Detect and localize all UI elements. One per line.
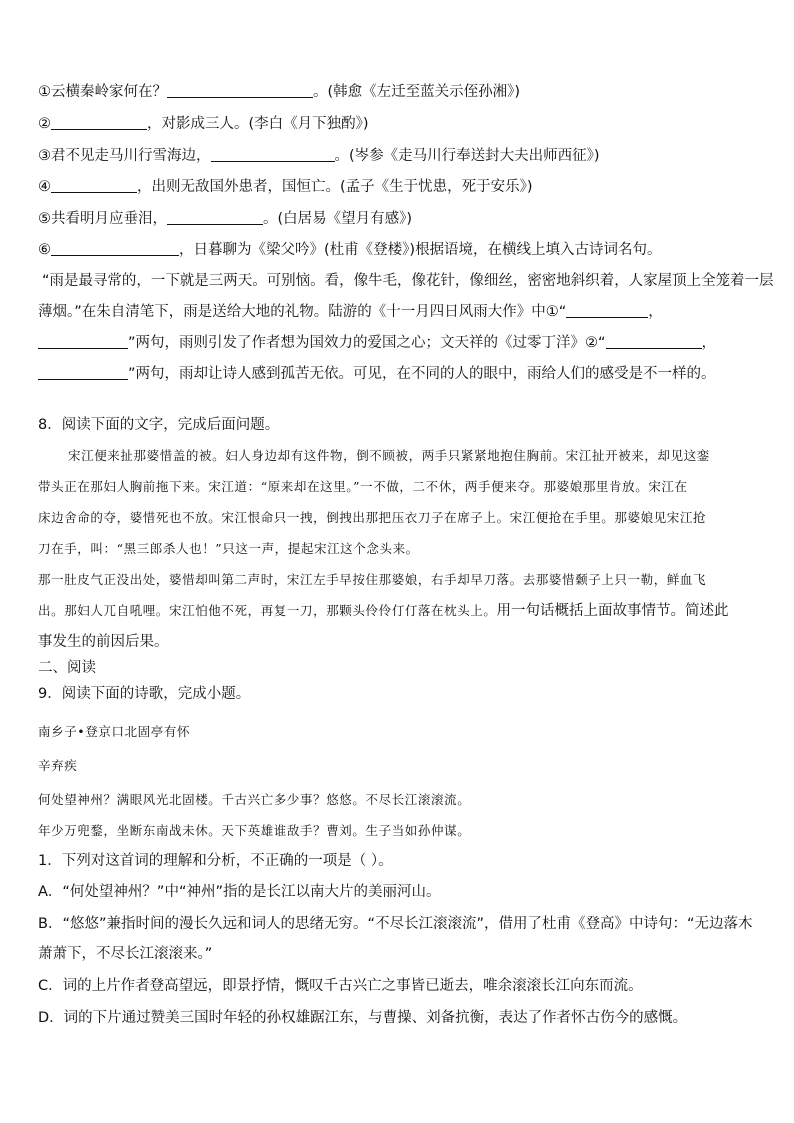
q7-item-1	[38, 82, 764, 102]
option-a[interactable]: A．“何处望神州？”中“神州”指的是长江以南大片的美丽河山。	[38, 884, 441, 900]
q7-item-6-suffix: ，日暮聊为《梁父吟》(杜甫《登楼》)根据语境，在横线上填入古诗词名句。	[179, 242, 662, 258]
passage-text: 出。那妇人兀自吼哩。宋江怕他不死，再复一刀，那颗头伶伶仃仃落在枕头上。	[38, 603, 497, 618]
option-c[interactable]: C．词的上片作者登高望远，即景抒情，慨叹千古兴亡之事皆已逝去，唯余滚滚长江向东而流。	[38, 978, 643, 994]
q7-item-3-prefix: ③君不见走马川行雪海边，	[38, 148, 211, 164]
q7-item-1-prefix: ①云横秦岭家何在？	[38, 84, 167, 100]
q7-item-4	[38, 177, 764, 197]
q7-item-2-suffix: ，对影成三人。(李白《月下独酌》)	[147, 116, 369, 132]
answer-blank[interactable]	[167, 83, 313, 98]
poem-title: 南乡子•登京口北固亭有怀	[38, 724, 191, 739]
answer-blank[interactable]	[211, 147, 335, 162]
option-b-continued: 萧萧下，不尽长江滚滚来。”	[38, 946, 213, 962]
q8-passage-line: 床边舍命的夺，婆惜死也不放。宋江恨命只一拽，倒拽出那把压衣刀子在席子上。宋江便抢在手里。那婆娘见宋江抢	[38, 510, 707, 525]
q9-sub1-stem: 1．下列对这首词的理解和分析，不正确的一项是（ ）。	[38, 853, 393, 869]
answer-blank[interactable]	[38, 365, 128, 380]
answer-blank[interactable]	[566, 303, 648, 318]
paragraph-text: 薄烟。”在朱自清笔下，雨是送给大地的礼物。陆游的《十一月四日风雨大作》中①“	[38, 304, 567, 320]
q8-passage-line: 刀在手，叫：“黑三郎杀人也！”只这一声，提起宋江这个念头来。	[38, 541, 419, 556]
option-d[interactable]: D．词的下片通过赞美三国时年轻的孙权雄踞江东，与曹操、刘备抗衡，表达了作者怀古伤今的感慨。	[38, 1010, 688, 1026]
poem-author: 辛弃疾	[38, 758, 78, 773]
q7-item-4-suffix: ，出则无敌国外患者，国恒亡。(孟子《生于忧患，死于安乐》)	[137, 179, 533, 195]
q8-question-line: 事发生的前因后果。	[38, 634, 169, 650]
answer-blank[interactable]	[51, 241, 179, 256]
q7-item-3	[38, 146, 764, 166]
q7-item-4-prefix: ④	[38, 179, 51, 195]
option-b[interactable]: B．“悠悠”兼指时间的漫长久远和词人的思绪无穷。“不尽长江滚滚流”，借用了杜甫《登高》中诗句：“无边落木	[38, 916, 753, 932]
q7-item-1-suffix: 。(韩愈《左迁至蓝关示侄孙湘》)	[313, 84, 521, 100]
q8-passage-line	[38, 601, 764, 621]
q7-paragraph-line-4	[38, 364, 764, 384]
poem-line: 何处望神州？满眼风光北固楼。千古兴亡多少事？悠悠。不尽长江滚滚流。	[38, 792, 471, 807]
q7-item-5-suffix: 。(白居易《望月有感》)	[263, 211, 413, 227]
q7-item-2-prefix: ②	[38, 116, 51, 132]
q7-paragraph-line-1: “雨是最寻常的，一下就是三两天。可别恼。看，像牛毛，像花针，像细丝，密密地斜织着，人家屋顶上全笼着一层	[42, 273, 774, 289]
q7-paragraph-line-2	[38, 302, 764, 322]
q8-passage-line: 那一肚皮气正没出处，婆惜却叫第二声时，宋江左手早按住那婆娘，右手却早刀落。去那婆惜颡子上只一勒，鲜血飞	[38, 572, 707, 587]
section-title: 二、阅读	[38, 660, 96, 676]
q7-paragraph-line-3	[38, 333, 764, 353]
q8-passage-line: 带头正在那妇人胸前拖下来。宋江道：“原来却在这里。”一不做，二不休，两手便来夺。那婆娘那里肯放。宋江在	[38, 479, 688, 494]
answer-blank[interactable]	[51, 178, 137, 193]
paragraph-text: ，	[648, 304, 663, 320]
poem-line: 年少万兜鍪，坐断东南战未休。天下英雄谁敌手？曹刘。生子当如孙仲谋。	[38, 823, 471, 838]
answer-blank[interactable]	[51, 115, 147, 130]
q7-item-6-prefix: ⑥	[38, 242, 51, 258]
q7-item-3-suffix: 。(岑参《走马川行奉送封大夫出师西征》)	[334, 148, 600, 164]
q9-title: 9．阅读下面的诗歌，完成小题。	[38, 686, 251, 702]
q7-item-5	[38, 209, 764, 229]
q7-item-5-prefix: ⑤共看明月应垂泪，	[38, 211, 167, 227]
answer-blank[interactable]	[167, 210, 263, 225]
q7-item-2	[38, 114, 764, 134]
answer-blank[interactable]	[606, 334, 702, 349]
answer-blank[interactable]	[38, 334, 128, 349]
q7-item-6	[38, 240, 764, 260]
paragraph-text: ”两句，雨则引发了作者想为国效力的爱国之心；文天祥的《过零丁洋》②“	[128, 335, 606, 351]
q8-question-text: 用一句话概括上面故事情节。简述此	[496, 603, 729, 619]
paragraph-text: ，	[701, 335, 717, 351]
q8-passage-line: 宋江便来扯那婆惜盖的被。妇人身边却有这件物，倒不顾被，两手只紧紧地抱住胸前。宋江扯开被来，却见这銮	[68, 448, 710, 463]
paragraph-text: ”两句，雨却让诗人感到孤苦无依。可见，在不同的人的眼中，雨给人们的感受是不一样的。	[128, 366, 716, 382]
q8-title: 8．阅读下面的文字，完成后面问题。	[38, 417, 280, 433]
